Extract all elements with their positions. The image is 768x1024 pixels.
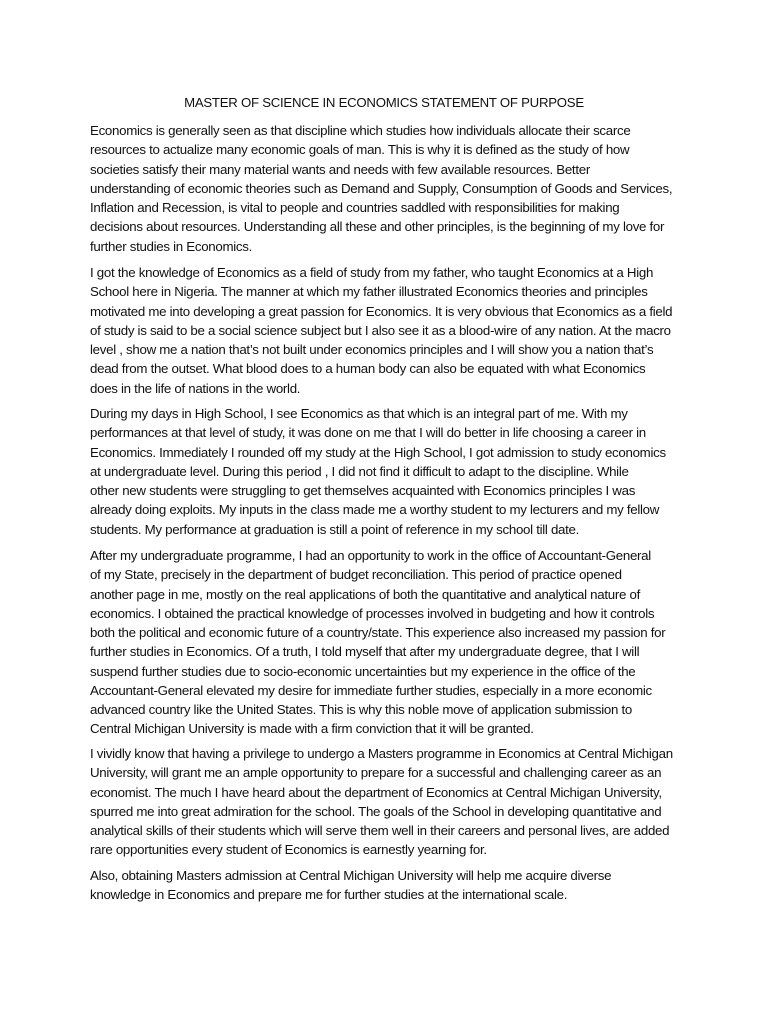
text-line: understanding of economic theories such as Demand and Supply, Consumption of Goods and Services, bbox=[90, 180, 673, 196]
text-line: of study is said to be a social science subject but I also see it as a blood-wire of any nation. At the macro bbox=[90, 322, 671, 338]
text-line: further studies in Economics. Of a truth, I told myself that after my undergraduate degree, that I will bbox=[90, 644, 640, 660]
text-line: dead from the outset. What blood does to a human body can also be equated with what Economics bbox=[90, 361, 646, 377]
body-paragraph bbox=[90, 744, 690, 860]
text-line: at undergraduate level. During this period , I did not find it difficult to adapt to the discipline. While bbox=[90, 463, 629, 479]
body-paragraph bbox=[90, 546, 690, 739]
text-line: further studies in Economics. bbox=[90, 238, 253, 254]
text-line: advanced country like the United States. This is why this noble move of application submission to bbox=[90, 702, 632, 717]
text-line: students. My performance at graduation is still a point of reference in my school till date. bbox=[90, 521, 580, 537]
text-line: level , show me a nation that’s not built under economics principles and I will show you a nation that’s bbox=[90, 342, 654, 357]
text-line: knowledge in Economics and prepare me for further studies at the international scale. bbox=[90, 887, 568, 903]
text-line: Accountant-General elevated my desire for immediate further studies, especially in a more economic bbox=[90, 682, 652, 698]
text-line: University, will grant me an ample opportunity to prepare for a successful and challenging career as an bbox=[90, 765, 662, 781]
text-line: I vividly know that having a privilege to undergo a Masters programme in Economics at Central Michigan bbox=[90, 746, 673, 761]
text-line: of my State, precisely in the department of budget reconciliation. This period of practice opened bbox=[90, 567, 622, 583]
text-line: Central Michigan University is made with a firm conviction that it will be granted. bbox=[90, 721, 534, 737]
text-line: decisions about resources. Understanding all these and other principles, is the beginning of my love for bbox=[90, 219, 665, 235]
text-line: suspend further studies due to socio-economic uncertainties but my experience in the office of the bbox=[90, 663, 636, 679]
text-line: I got the knowledge of Economics as a field of study from my father, who taught Economics at a High bbox=[90, 265, 654, 280]
body-paragraph bbox=[90, 404, 690, 539]
text-line: Economics is generally seen as that discipline which studies how individuals allocate their scarce bbox=[90, 123, 631, 138]
text-line: spurred me into great admiration for the school. The goals of the School in developing quantitative and bbox=[90, 803, 662, 819]
body-paragraph bbox=[90, 866, 690, 905]
text-line: Also, obtaining Masters admission at Central Michigan University will help me acquire diverse bbox=[90, 868, 612, 883]
body-paragraph bbox=[90, 263, 690, 398]
text-line: motivated me into developing a great passion for Economics. It is very obvious that Economics as a field bbox=[90, 303, 673, 319]
text-line: Economics. Immediately I rounded off my study at the High School, I got admission to study economics bbox=[90, 444, 666, 460]
text-line: performances at that level of study, it was done on me that I will do better in life choosing a career in bbox=[90, 425, 646, 441]
body-paragraph bbox=[90, 121, 690, 256]
text-line: After my undergraduate programme, I had an opportunity to work in the office of Accountant-General bbox=[90, 548, 651, 563]
text-line: During my days in High School, I see Economics as that which is an integral part of me. With my bbox=[90, 406, 628, 421]
text-line: economist. The much I have heard about the department of Economics at Central Michigan University, bbox=[90, 784, 662, 800]
text-line: School here in Nigeria. The manner at which my father illustrated Economics theories and principles bbox=[90, 284, 648, 300]
text-line: both the political and economic future of a country/state. This experience also increased my passion for bbox=[90, 625, 666, 640]
text-line: other new students were struggling to get themselves acquainted with Economics principles I was bbox=[90, 483, 636, 498]
text-line: resources to actualize many economic goals of man. This is why it is defined as the study of how bbox=[90, 142, 630, 158]
text-line: Inflation and Recession, is vital to people and countries saddled with responsibilities for making bbox=[90, 200, 620, 215]
text-line: already doing exploits. My inputs in the class made me a worthy student to my lecturers and my fellow bbox=[90, 502, 660, 518]
text-line: analytical skills of their students which will serve them well in their careers and personal lives, are added bbox=[90, 823, 670, 838]
document-title: MASTER OF SCIENCE IN ECONOMICS STATEMENT OF PURPOSE bbox=[184, 95, 584, 110]
text-line: economics. I obtained the practical knowledge of processes involved in budgeting and how it controls bbox=[90, 605, 655, 621]
text-line: does in the life of nations in the world. bbox=[90, 380, 301, 396]
text-line: another page in me, mostly on the real applications of both the quantitative and analytical nature of bbox=[90, 586, 640, 602]
text-line: rare opportunities every student of Economics is earnestly yearning for. bbox=[90, 842, 487, 858]
text-line: societies satisfy their many material wants and needs with few available resources. Better bbox=[90, 161, 590, 177]
